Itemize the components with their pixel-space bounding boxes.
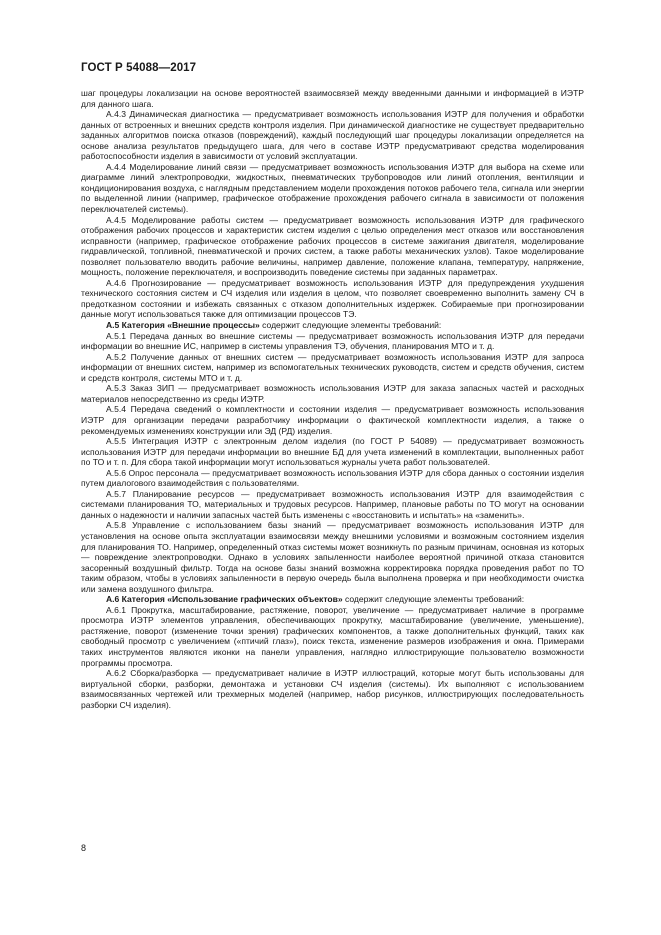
clause-a-5-8: А.5.8 Управление с использованием базы знаний — предусматривает возможность использования ИЭТР для установления на основе опыта эксплуатации взаимосвязи между внешними условиями и возможным состоянием изделия для планирования ТО. Например, определенный отказ системы может возникнуть по разным причинам, основная из которых — повреждение электропроводки. Однако в условиях запыленности наиболее вероятной причиной отказа становится засоренный воздушный фильтр. Тогда на основе базы знаний возможна корректировка порядка проведения работ по ТО таким образом, чтобы в условиях запыленности в первую очередь была выполнена проверка и при необходимости очистка или замена воздушного фильтра. bbox=[81, 520, 584, 594]
clause-a-4-3: А.4.3 Динамическая диагностика — предусматривает возможность использования ИЭТР для получения и обработки данных от встроенных и внешних средств контроля изделия. При динамической диагностике не существует предварительно заданных алгоритмов поиска отказов (повреждений), каждый последующий шаг процедуры локализации определяется на основе анализа результатов предыдущего шага, для чего в составе ИЭТР предусматривают средства моделирования работоспособности изделия в зависимости от условий эксплуатации. bbox=[81, 109, 584, 162]
section-a-5 bbox=[81, 320, 584, 331]
section-a-6-text: содержит следующие элементы требований: bbox=[342, 594, 525, 605]
clause-a-5-2: А.5.2 Получение данных от внешних систем — предусматривает возможность использования ИЭТР для запроса информации от внешних систем, например из вспомогательных технических руководств, систем и средств обучения, систем и средств контроля, системы МТО и т. д. bbox=[81, 351, 584, 383]
section-a-6 bbox=[81, 594, 584, 605]
document-body bbox=[81, 88, 584, 710]
clause-a-6-1: А.6.1 Прокрутка, масштабирование, растяжение, поворот, увеличение — предусматривает наличие в программе просмотра ИЭТР элементов управления, обеспечивающих прокрутку, масштабирование (увеличение, уменьшение), растяжение, поворот (изменение точки зрения) графических компонентов, а также дополнительных функций, таких как свободный просмотр с увеличением («птичий глаз»), поиск текста, изменение размеров изображения и окна. Примерами таких инструментов являются иконки на панели управления, наглядно иллюстрирующие пользователю возможности программы просмотра. bbox=[81, 604, 584, 668]
paragraph-continuation: шаг процедуры локализации на основе вероятностей взаимосвязей между введенными данными и информацией в ИЭТР для данного шага. bbox=[81, 88, 584, 109]
clause-a-4-5: А.4.5 Моделирование работы систем — предусматривает возможность использования ИЭТР для графического отображения рабочих процессов и характеристик систем изделия с целью определения мест отказов или восстановления исправности (например, графическое отображение рабочих процессов в системе зажигания двигателя, моделирование гидравлической, топливной, пневматической и прочих систем, а также работы механических узлов). Такое моделирование позволяет пользователю вводить рабочие величины, например давление, положение клапана, температуру, напряжение, мощность, положение переключателя, и воспроизводить поведение системы при заданных параметрах. bbox=[81, 214, 584, 278]
clause-a-5-6: А.5.6 Опрос персонала — предусматривает возможность использования ИЭТР для сбора данных о состоянии изделия путем диалогового взаимодействия с пользователями. bbox=[81, 467, 584, 489]
clause-a-5-5: А.5.5 Интеграция ИЭТР с электронным делом изделия (по ГОСТ Р 54089) — предусматривает возможность использования ИЭТР для передачи информации во внешние БД для учета изменений в комплектации, выполненных работ по ТО и т. п. Для сбора такой информации могут использоваться журналы учета работ пользователей. bbox=[81, 436, 584, 468]
clause-a-5-1: А.5.1 Передача данных во внешние системы — предусматривает возможность использования ИЭТР для передачи информации во внешние ИС, например в системы управления ТЭ, обучения, планирования МТО и т. д. bbox=[81, 330, 584, 352]
standard-header: ГОСТ Р 54088—2017 bbox=[81, 62, 197, 74]
section-a-5-title: А.5 Категория «Внешние процессы» bbox=[106, 320, 260, 331]
section-a-6-title: А.6 Категория «Использование графических объектов» bbox=[106, 594, 343, 605]
page-number: 8 bbox=[81, 843, 87, 853]
clause-a-4-4: А.4.4 Моделирование линий связи — предусматривает возможность использования ИЭТР для выбора на схеме или диаграмме линий электропроводки, жидкостных, пневматических трубопроводов или линий отопления, вентиляции и кондиционирования воздуха, с наглядным представлением модели прохождения потоков рабочего тела, сигнала или энергии по выделенной линии (например, графическое отображение прохождения рабочего сигнала в зависимости от положения переключателей системы). bbox=[81, 161, 584, 215]
clause-a-5-4: А.5.4 Передача сведений о комплектности и состоянии изделия — предусматривает возможность использования ИЭТР для организации передачи разработчику информации о фактической комплектности изделия, а также о рекомендуемых изменениях конструкции или ЭД (РД) изделия. bbox=[81, 404, 584, 436]
clause-a-5-7: А.5.7 Планирование ресурсов — предусматривает возможность использования ИЭТР для взаимодействия с системами планирования ТО, материальных и трудовых ресурсов. Например, плановые работы по ТО могут на основании данных о надежности и наличии запасных частей быть изменены с «восстановить и испытать» на «заменить». bbox=[81, 488, 584, 520]
clause-a-4-6: А.4.6 Прогнозирование — предусматривает возможность использования ИЭТР для предупреждения ухудшения технического состояния систем и СЧ изделия или изделия в целом, что позволяет своевременно выполнить замену СЧ в предотказном состоянии и избежать связанных с отказом дополнительных издержек. Собираемые при прогнозировании данные могут использоваться также для оптимизации процессов ТЭ. bbox=[81, 277, 584, 320]
clause-a-5-3: А.5.3 Заказ ЗИП — предусматривает возможность использования ИЭТР для заказа запасных частей и расходных материалов непосредственно из среды ИЭТР. bbox=[81, 383, 584, 404]
clause-a-6-2: А.6.2 Сборка/разборка — предусматривает наличие в ИЭТР иллюстраций, которые могут быть использованы для виртуальной сборки, разборки, демонтажа и установки СЧ изделия (системы). Их выполняют с использованием взаимосвязанных чертежей или трехмерных моделей (например, набор рисунков, иллюстрирующих последовательность разборки СЧ изделия). bbox=[81, 668, 584, 710]
section-a-5-text: содержит следующие элементы требований: bbox=[259, 320, 442, 331]
